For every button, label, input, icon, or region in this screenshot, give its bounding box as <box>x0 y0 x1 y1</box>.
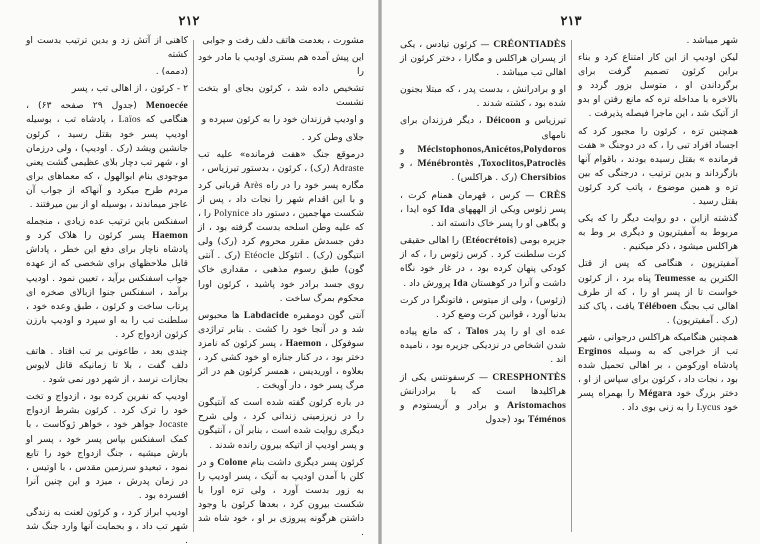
left-page-column-right <box>198 34 364 538</box>
paragraph <box>198 148 364 176</box>
text-run: ، که مانع پیاده شدن اشخاص در نزدیکی جزیره بود ، نامیده اند . <box>400 325 566 365</box>
text-run: همچنین هنگامیکه هراکلس درجوانی ، شهر تب از خراجی که به وسیله <box>578 331 738 357</box>
dictionary-entry <box>400 371 566 427</box>
text-run: — کرس ، قهرمان همنام کرت ، پسر زئوس ویکی از الهههای <box>400 189 566 216</box>
text-run: بود (جدول <box>485 414 528 426</box>
right-page <box>382 0 760 544</box>
paragraph <box>400 234 566 290</box>
paragraph <box>198 309 364 394</box>
latin-term: Mégara <box>638 388 673 400</box>
text-run: پرورش داد . <box>403 277 454 289</box>
latin-term: Teumesse <box>654 272 696 284</box>
paragraph: (زئوس) ، ولی از میتوس ، فاتونگرا در کرت بدنیا آورد ، قوانین کرت وضع کرد . <box>400 294 566 320</box>
text-run: عده ای او را پدر <box>488 325 567 337</box>
paragraph: تشخیص داده شد ، کرئون بجای او بتخت نشست <box>198 83 364 109</box>
text-run: اودیپ که نفرین کرده بود ، ازدواج و تخت خود را ترک کرد . کرئون بشرط ازدواج <box>26 391 188 417</box>
latin-term: Ida <box>440 204 455 216</box>
text-run: ) را اهالی حقیقی کرت سلطنت کرد . کرس زئوس را ، که از کودکی پنهان کرده بود ، در غار خود نگاه داشت و آنرا در کوهستان <box>400 235 566 289</box>
left-page-column-divider <box>193 40 194 532</box>
paragraph: گذشته ازاین ، دو روایت دیگر را که یکی مربوط به آمفیتریون و دیگری بر وط به هراکلس میشود ، ذکر میکنیم . <box>578 213 738 253</box>
paragraph: جلای وطن کرد . <box>301 131 364 143</box>
paragraph <box>198 456 364 541</box>
latin-term: Erginos <box>578 345 612 357</box>
paragraph: کاهنی از آتش زد و بدین ترتیب بدست او کشته <box>26 35 188 61</box>
paragraph: لیکن اودیپ از این کار امتناع کرد و بناء براین کرئون تصمیم گرفت برای برگرداندن او ، متوسل بزور گردد و بالاخره با مداخله تزه که مانع رفتن او بدو از آتیک شد ، این ماجرا فیصله پذیرفت . <box>578 52 738 120</box>
text-run: — کرسفونتس یکی از هراکلیدها است که با برادرانش <box>400 372 566 398</box>
latin-term: Etéocrétois <box>465 235 514 247</box>
latin-term: CRESPHONTÈS <box>492 372 566 384</box>
text-run: یافت ، پاک کند (رک . آمفیتریون) . <box>578 300 738 326</box>
right-page-number: ۲۱۳ <box>560 14 582 29</box>
text-run: قربانی کرد و با این اقدام شهر را نجات داد ، پس از شکست مهاجمین ، دستور داد <box>198 179 365 220</box>
latin-term: Haemon <box>285 337 322 349</box>
latin-term: Déicoon <box>486 115 521 127</box>
text-run: آمفیتریون ، هنگامی که پس از قتل الکترین به <box>578 258 738 284</box>
latin-term: Laïos <box>118 114 141 126</box>
text-run: (رک) ، کرئون ، بدستور تیرزیاس ، <box>201 162 333 174</box>
latin-term: Chersibios <box>520 171 566 183</box>
latin-term: Aristomachos <box>507 400 566 412</box>
text-run: (رک . هراکلس) . <box>451 171 521 183</box>
latin-term: Talos <box>465 325 489 337</box>
paragraph: او و برادرانش ، بدست پدر ، که مبتلا بجنون شده بود ، کشته شدند . <box>400 84 566 110</box>
text-run: (جدول ۲۹ صفحه ۶۳) ، هنگامی که <box>26 100 188 126</box>
latin-term: Menoecée <box>145 100 188 112</box>
text-run: کوه ایدا ، و بگاهی او را پسر خاک دانسته اند . <box>400 204 566 230</box>
text-run: ، پادشاه تب ، بوسیله اودیپ پسر خود بقتل رسید ، کرئون جانشین ویشد (رک . اودیپ) ، ولی درزمان او ، شهر تب دچار بلای عظیمی گشت یعنی موجودی بنام ابوالهول ، که معماهای برای مردم طرح میکرد و آنهاکه از جواب آن عاجز میماندند ، بوسیله او از بین میرفتند . <box>26 114 188 211</box>
paragraph <box>26 99 188 212</box>
right-page-column-left <box>400 34 566 538</box>
paragraph <box>26 215 188 342</box>
text-run: ، و <box>400 157 418 169</box>
dictionary-entry <box>400 189 566 231</box>
paragraph <box>198 179 364 306</box>
paragraph: همچنین تزه ، کرئون را مجبور کرد که اجساد افراد تبی را ، که در دوجنگ « هفت فرمانده » بقتل رسیده بودند ، باقوام آنها بازگرداند و بدین ترتیب ، درجنگی که بین تزه و همین موضوع ، پاتب کرد کرئون بقتل رسید . <box>578 125 738 208</box>
latin-term: Etéocle <box>244 250 275 262</box>
paragraph: شهر میباشد . <box>686 35 738 46</box>
text-run: و برادر و آریستودم و <box>400 400 508 412</box>
latin-term: CRÉONTIADÈS <box>493 39 566 50</box>
latin-term: Téménos <box>527 414 566 426</box>
latin-term: Labdacide <box>243 309 289 321</box>
text-run: درموقع جنگ «هفت فرمانده» علیه تب <box>198 148 364 160</box>
latin-term: Téléboen <box>637 300 677 312</box>
latin-term: Adraste <box>332 162 364 174</box>
paragraph: ۲ - کرئون ، از اهالی تب ، پسر <box>71 83 188 95</box>
text-run: ، پسر کرئون که نامزد دختر بود ، در کنار جنازه او خود کشی کرد ، بعلاوه ، اوریدیس ، همسر کرئون هم در اثر مرگ پسر خود ، دار آویخت . <box>198 337 364 392</box>
text-run: مگاره پسر خود را در راه <box>262 179 364 191</box>
text-run: آنتی گون دومقبره <box>288 309 365 321</box>
text-run: اسفنکس باین ترتیب عده زیادی ، منجمله <box>26 216 188 228</box>
text-run: را به زنی بوی داد . <box>621 402 697 414</box>
text-run: را بهمراه پسر خود <box>578 388 738 414</box>
text-run: پسر کرئون را هلاک کرد و پادشاه ناچار برای دفع این خطر ، پاداش قابل ملاحظهای برای شخصی که از عهده جواب اسفنکس برآید ، تعیین نمود . اودیپ برآمد ، اسفنکس جنوا ازبالای صخره ای پرتاب ساخت و کرئون ، طبق وعده خود ، سلطنت تب را به او سپرد و اودیپ بارزن کرئون ازدواج کرد . <box>26 230 188 340</box>
text-run: تیرزیاس و <box>520 115 567 127</box>
text-run: جزیره بومی ( <box>513 235 566 247</box>
text-run: — کرئون تیادس ، یکی از پسران هراکلس و مگارا ، دختر کرئون از اهالی تب میباشد . <box>400 39 566 79</box>
latin-term: Haemon <box>152 230 188 242</box>
latin-term: Ménébrontès ,Toxoclitos,Patroclès <box>417 157 566 169</box>
latin-term: Lycus <box>696 402 721 414</box>
text-run: ، دیگر فرزندان برای نامهای <box>400 115 566 141</box>
right-page-column-right <box>578 34 738 538</box>
text-run: (رک . آنتی گون) طبق رسوم مذهبی ، مقداری خاک روی جسد برادر خود پاشید ، کرئون اورا محکوم بمرگ ساخت . <box>198 250 364 304</box>
paragraph: (دممه) . <box>155 66 188 78</box>
text-run: جواهر خود ، خواهر ژوکاست ، با کمک اسفنکس بپاس پسر خود ، پسر او بارش میشیه ، جنگ ازدواج خود را تابع نمود ، تبعیدو سرزمین مقدس ، با اوتیس ، در زمان پدرش ، میزد و این چنین آنرا افسرده بود . <box>26 419 188 501</box>
dictionary-entry <box>400 38 566 80</box>
paragraph <box>400 114 566 184</box>
paragraph: اودیپ ابراز کرد ، و کرئون لعنت به زندگی شهر تب داد ، و بحمایت آنها وارد جنگ شد . <box>26 507 188 547</box>
latin-term: Jocaste <box>158 419 188 431</box>
right-page-column-divider <box>571 40 572 532</box>
text-run: و در کلن با آمدن اودیپ به آتیک ، پسر اودیپ را به زور بدست آورد ، ولی تزه اورا با شکست بیرون کرد ، بعدها کرئون با وجود داشتن هرگونه پیروزی بر او ، خود شاه شد . <box>198 456 364 539</box>
text-run: و <box>400 143 418 155</box>
paragraph: در باره کرئون گفته شده است که آنتیگون را در زیرزمینی زندانی کرد ، ولی شرح دیگری روایت شده است ، بنابر آن ، آنتیگون و پسر اودیپ از اتیکه بیرون رانده شدند . <box>198 397 364 451</box>
latin-term: Méclstophonos,Anicétos,Polydoros <box>417 143 566 155</box>
paragraph: و اودیپ فرزندان خود را به کرئون سپرده و <box>201 114 364 126</box>
latin-term: Colone <box>217 456 248 468</box>
paragraph <box>578 257 738 327</box>
paragraph: مشورت ، بعدمت هاتف دلف رفت و جوابی <box>202 35 364 46</box>
latin-term: Polynice <box>213 208 250 220</box>
text-run: پناه برد ، از کرئون خواست تا از پسر او را ، که از طرف اهالی تب بجنگ <box>578 272 739 312</box>
text-run: ها محبوس شد و در آنجا خود را کشت . بنابر تراژدی سوفوکل ، <box>198 309 364 349</box>
paragraph <box>26 390 188 503</box>
text-run: کرئون پسر دیگری داشت بنام <box>247 456 364 468</box>
left-page-column-left <box>26 34 188 547</box>
paragraph: این پیش آمده هم بستری اودیپ با مادر خود را <box>198 52 364 78</box>
text-run: را ، که علیه وطن اسلحه بدست گرفته بود ، از دفن جسدش مقرر محروم کرد (رک) ولی انتیگون (رک) . اتئوکل <box>198 208 364 262</box>
paragraph <box>578 331 738 416</box>
paragraph: چندی بعد ، طاعونی بر تب افتاد . هاتف دلف گفت ، بلا تا زمانیکه قاتل لایوس بجازات نرسد ، از شهر دور نمی شود . <box>26 345 188 386</box>
latin-term: CRÈS <box>539 189 566 201</box>
latin-term: Ida <box>453 277 468 289</box>
left-page <box>0 0 378 547</box>
latin-term: Arès <box>243 179 263 191</box>
text-run: پادشاه اورکومن ، بر اهالی تحمیل شده بود ، نجات داد ، کرئون برای سپاس از او ، دختر بزرگ خود <box>578 360 738 400</box>
left-page-number: ۲۱۲ <box>178 14 200 29</box>
paragraph <box>400 325 566 367</box>
